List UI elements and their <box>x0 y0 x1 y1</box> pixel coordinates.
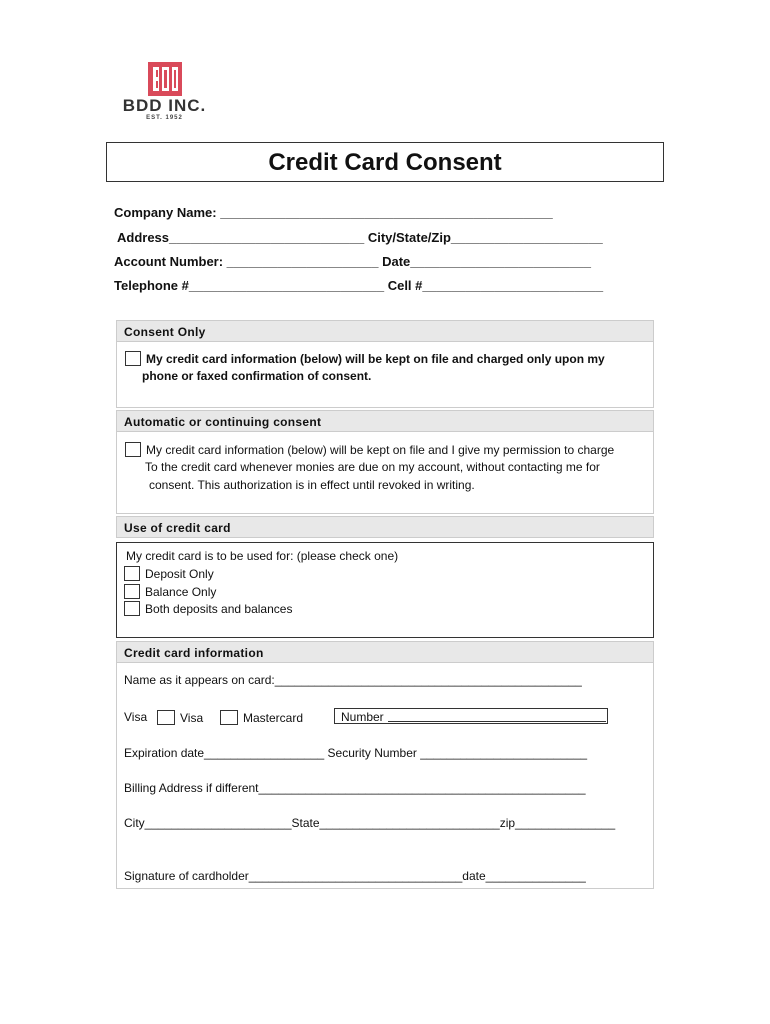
expiration-security-field[interactable]: Expiration date__________________ Security Number _________________________ <box>124 746 588 760</box>
automatic-consent-option[interactable] <box>125 442 614 457</box>
consent-only-header: Consent Only <box>116 320 654 342</box>
address-field[interactable]: Address___________________________ City/State/Zip_____________________ <box>117 230 603 245</box>
card-info-body <box>116 663 654 889</box>
title-box <box>106 142 664 182</box>
automatic-line1: My credit card information (below) will be kept on file and I give my permission to charge <box>146 443 615 457</box>
signature-field[interactable]: Signature of cardholder________________________________date_______________ <box>124 869 586 883</box>
consent-only-option[interactable] <box>125 351 605 366</box>
visa-option-label: Visa <box>180 711 204 725</box>
name-on-card-field[interactable]: Name as it appears on card:______________________________________________ <box>124 673 582 687</box>
visa-checkbox[interactable] <box>157 710 175 725</box>
page-title: Credit Card Consent <box>268 149 502 176</box>
use-of-card-intro: My credit card is to be used for: (please check one) <box>126 549 399 563</box>
company-name-field[interactable]: Company Name: ______________________________________________ <box>114 205 553 220</box>
both-label: Both deposits and balances <box>145 602 293 616</box>
card-number-underline <box>388 721 606 722</box>
company-logo <box>117 62 212 124</box>
consent-only-line1: My credit card information (below) will be kept on file and charged only upon my <box>146 352 605 366</box>
automatic-consent-checkbox[interactable] <box>125 442 141 457</box>
automatic-consent-header: Automatic or continuing consent <box>116 410 654 432</box>
card-number-label: Number <box>341 710 384 724</box>
balance-only-label: Balance Only <box>145 585 217 599</box>
logo-established: EST. 1952 <box>146 115 183 121</box>
card-type-label: Visa <box>124 710 148 724</box>
consent-only-checkbox[interactable] <box>125 351 141 366</box>
balance-only-option[interactable] <box>124 584 216 599</box>
account-number-field[interactable]: Account Number: _____________________ Date_________________________ <box>114 254 592 269</box>
automatic-consent-body <box>116 432 654 514</box>
mastercard-checkbox[interactable] <box>220 710 238 725</box>
balance-only-checkbox[interactable] <box>124 584 140 599</box>
card-info-header: Credit card information <box>116 641 654 663</box>
consent-only-body <box>116 342 654 408</box>
bdd-logo-mark-icon <box>148 62 182 96</box>
mastercard-option-label: Mastercard <box>243 711 304 725</box>
automatic-line2: To the credit card whenever monies are due on my account, without contacting me for <box>145 460 600 474</box>
use-of-card-body <box>116 542 654 638</box>
visa-option[interactable] <box>157 710 203 725</box>
mastercard-option[interactable] <box>220 710 303 725</box>
both-option[interactable] <box>124 601 292 616</box>
logo-company-name: BDD INC. <box>122 96 207 115</box>
telephone-field[interactable]: Telephone #___________________________ Cell #_________________________ <box>114 278 604 293</box>
automatic-line3: consent. This authorization is in effect until revoked in writing. <box>149 478 475 492</box>
billing-address-field[interactable]: Billing Address if different_________________________________________________ <box>124 781 586 795</box>
deposit-only-checkbox[interactable] <box>124 566 140 581</box>
both-checkbox[interactable] <box>124 601 140 616</box>
deposit-only-label: Deposit Only <box>145 567 214 581</box>
consent-only-line2: phone or faxed confirmation of consent. <box>142 369 372 383</box>
city-state-zip-field[interactable]: City______________________State___________________________zip_______________ <box>124 816 616 830</box>
deposit-only-option[interactable] <box>124 566 214 581</box>
use-of-card-header: Use of credit card <box>116 516 654 538</box>
